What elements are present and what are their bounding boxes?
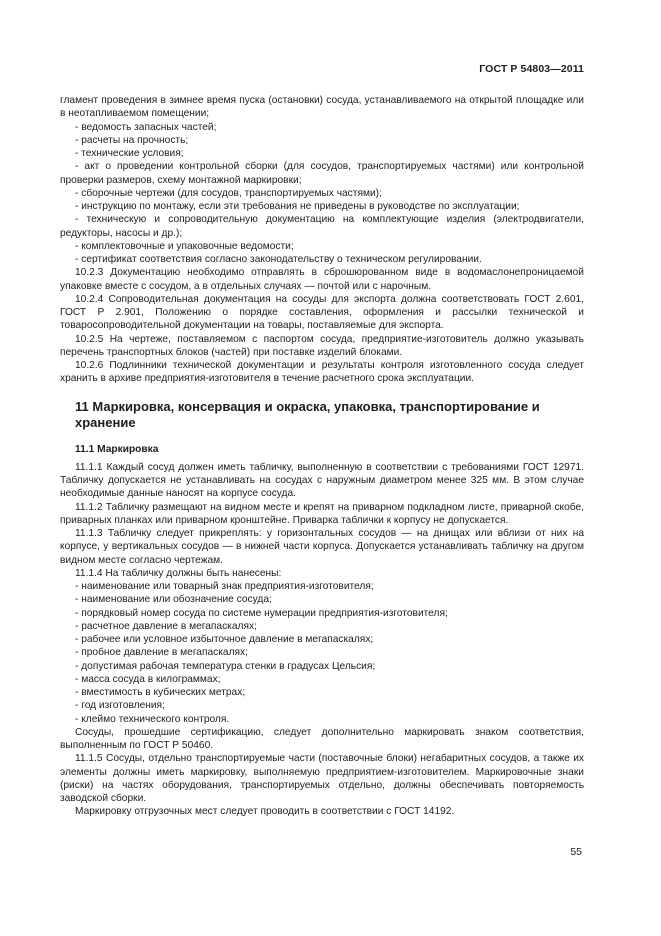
list-item: - наименование или товарный знак предприятия-изготовителя;: [75, 581, 374, 592]
list-item: - расчетное давление в мегапаскалях;: [75, 620, 257, 632]
list-item: - ведомость запасных частей;: [75, 121, 217, 133]
list-item: - комплектовочные и упаковочные ведомости;: [75, 240, 294, 252]
list-item: - сертификат соответствия согласно законодательству о техническом регулировании.: [75, 254, 482, 265]
clause-10-2-6: 10.2.6 Подлинники технической документации и результаты контроля изготовленного сосуда следует хранить в архиве предприятия-изготовителя в течение расчетного срока эксплуатации.: [60, 360, 584, 385]
list-item: - пробное давление в мегапаскалях;: [75, 647, 248, 659]
clause-11-1-1: 11.1.1 Каждый сосуд должен иметь табличку, выполненную в соответствии с требованиями ГОСТ 12971. Табличку допускается не устанавливать на сосудах с наружным диаметром менее 325 мм. В этом случае необходимые данные наносят на корпусе сосуда.: [60, 461, 584, 500]
clause-11-1-2: 11.1.2 Табличку размещают на видном месте и крепят на приварном подкладном листе, приварной скобе, приварных планках или приварном кронштейне. Приварка таблички к корпусу не допускается.: [60, 501, 584, 526]
clause-10-2-4: 10.2.4 Сопроводительная документация на сосуды для экспорта должна соответствовать ГОСТ 2.601, ГОСТ Р 2.901, Положению о порядке составления, оформления и рассылки технической и товаросопроводительной документации на товары, поставляемые для экспорта.: [60, 293, 584, 332]
list-item: - рабочее или условное избыточное давление в мегапаскалях;: [75, 634, 374, 645]
clause-10-2-5: 10.2.5 На чертеже, поставляемом с паспортом сосуда, предприятие-изготовитель должно указывать перечень транспортных блоков (частей) при поставке изделий блоками.: [60, 333, 584, 358]
page-content: [60, 94, 584, 819]
clause-11-1-5: 11.1.5 Сосуды, отдельно транспортируемые части (поставочные блоки) негабаритных сосудов, а также их элементы должны иметь маркировку, выполняемую предприятием-изготовителем. Маркировочные знаки (риски) на частях оборудования, транспортируемых отдельно, должны обеспечивать повторяемость заводской сборки.: [60, 753, 584, 804]
document-header: ГОСТ Р 54803—2011: [479, 63, 584, 75]
list-item: - расчеты на прочность;: [75, 134, 189, 146]
paragraph: Маркировку отгрузочных мест следует проводить в соответствии с ГОСТ 14192.: [75, 806, 455, 818]
clause-11-1-4: 11.1.4 На табличку должны быть нанесены:: [75, 567, 282, 579]
list-item: - вместимость в кубических метрах;: [75, 687, 246, 698]
list-item: - технические условия;: [75, 148, 184, 159]
list-item: - допустимая рабочая температура стенки в градусах Цельсия;: [75, 660, 376, 672]
list-item: - наименование или обозначение сосуда;: [75, 594, 272, 606]
clause-11-1-3: 11.1.3 Табличку следует прикреплять: у горизонтальных сосудов — на днищах или вблизи от них на корпусе, у вертикальных сосудов — в нижней части корпуса. Допускается устанавливать табличку на другом видном месте согласно чертежам.: [60, 528, 584, 566]
list-item: - акт о проведении контрольной сборки (для сосудов, транспортируемых частями) или контрольной проверки размеров, схему монтажной маркировки;: [60, 161, 584, 186]
list-item: - масса сосуда в килограммах;: [75, 673, 221, 685]
page-number: 55: [570, 846, 582, 858]
paragraph: гламент проведения в зимнее время пуска (остановки) сосуда, устанавливаемого на открытой площадке или в неотапливаемом помещении;: [60, 95, 584, 120]
list-item: - сборочные чертежи (для сосудов, транспортируемых частями);: [75, 187, 382, 199]
list-item: - инструкцию по монтажу, если эти требования не приведены в руководстве по эксплуатации;: [75, 201, 520, 212]
subsection-title: 11.1 Маркировка: [75, 443, 159, 455]
list-item: - клеймо технического контроля.: [75, 713, 230, 725]
list-item: - год изготовления;: [75, 700, 165, 712]
paragraph: Сосуды, прошедшие сертификацию, следует дополнительно маркировать знаком соответствия, выполненным по ГОСТ Р 50460.: [60, 726, 584, 751]
list-item: - порядковый номер сосуда по системе нумерации предприятия-изготовителя;: [75, 607, 448, 619]
section-title: 11 Маркировка, консервация и окраска, упаковка, транспортирование и хранение: [75, 398, 540, 430]
list-item: - техническую и сопроводительную документацию на комплектующие изделия (электродвигатели, редукторы, насосы и др.);: [60, 214, 584, 239]
clause-10-2-3: 10.2.3 Документацию необходимо отправлять в сброшюрованном виде в водомаслонепроницаемой упаковке вместе с сосудом, а в отдельных случаях — почтой или с нарочным.: [60, 267, 584, 292]
